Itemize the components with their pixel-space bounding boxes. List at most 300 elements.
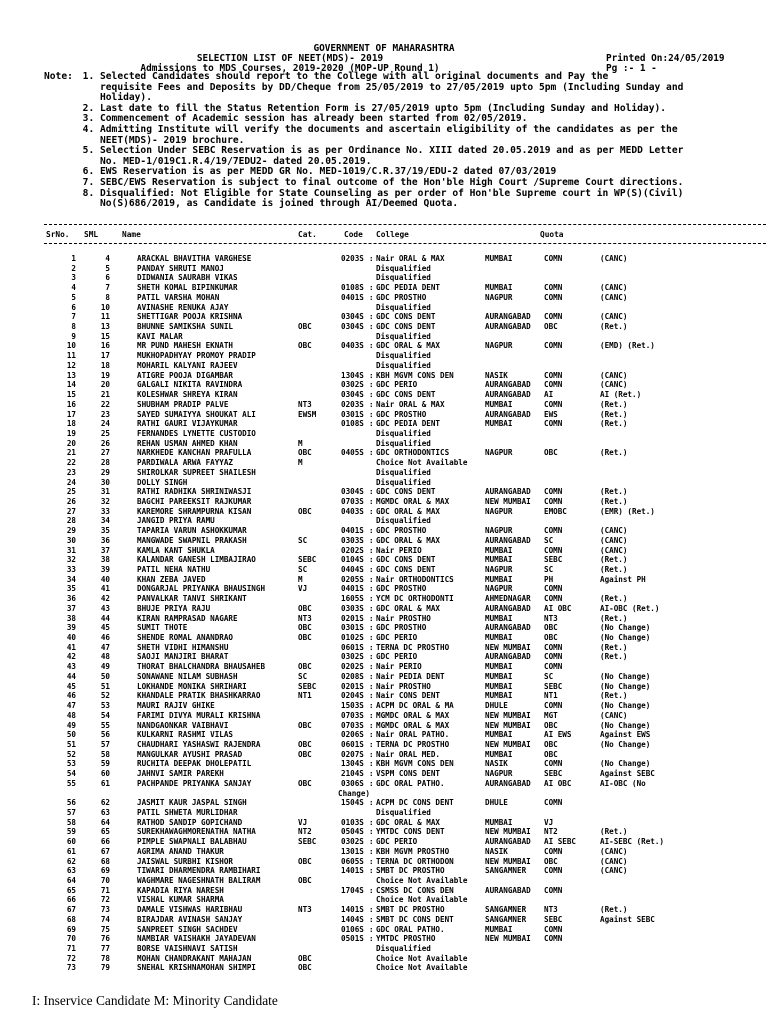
cell-code: 1401S — [341, 866, 364, 876]
cell-srno: 6 — [71, 302, 76, 312]
cell-remark: (No Change) — [600, 623, 651, 633]
cell-college: ACPM DC ORAL & MA — [376, 701, 454, 711]
code-separator: : — [369, 720, 374, 730]
cell-srno: 31 — [66, 545, 76, 555]
cell-srno: 42 — [66, 652, 76, 662]
cell-srno: 55 — [66, 778, 76, 788]
cell-quota: AI OBC — [544, 603, 572, 613]
cell-city: NAGPUR — [485, 506, 513, 516]
note-line: NEET(MDS)- 2019 brochure. — [100, 134, 245, 146]
cell-city: NASIK — [485, 846, 508, 856]
cell-quota: OBC — [544, 856, 558, 866]
cell-srno: 46 — [66, 691, 76, 701]
cell-college: YMTDC PROSTHO — [376, 934, 436, 944]
cell-city: NEW MUMBAI — [485, 720, 531, 730]
cell-remark: Against SEBC — [600, 914, 655, 924]
cell-name: MANGWADE SWAPNIL PRAKASH — [137, 535, 247, 545]
cell-srno: 69 — [66, 924, 76, 934]
table-row — [0, 283, 768, 293]
cell-remark: (CANC) — [600, 545, 628, 555]
table-row — [0, 652, 768, 662]
cell-status: Disqualified — [376, 351, 431, 361]
cell-college: GDC PROSTHO — [376, 526, 427, 536]
code-separator: : — [369, 662, 374, 672]
cell-code: 0206S — [341, 730, 364, 740]
table-row — [0, 633, 768, 643]
table-row — [0, 857, 768, 867]
table-row — [0, 361, 768, 371]
note-item — [100, 72, 760, 104]
col-name: Name — [122, 230, 141, 239]
table-row — [0, 332, 768, 342]
cell-sml: 56 — [100, 730, 110, 740]
cell-srno: 7 — [71, 312, 76, 322]
note-line: Holiday). — [100, 92, 152, 104]
cell-category: OBC — [298, 623, 312, 633]
cell-college: TERNA DC PROSTHO — [376, 642, 450, 652]
cell-name: WAGHMARE NAGESHNATH BALIRAM — [137, 876, 261, 885]
code-separator: : — [369, 671, 374, 681]
cell-city: MUMBAI — [485, 633, 513, 643]
table-row — [0, 769, 768, 779]
footer-legend: I: Inservice Candidate M: Minority Candidate — [32, 993, 278, 1008]
code-separator: : — [369, 817, 374, 827]
cell-sml: 31 — [100, 487, 110, 497]
cell-status: Disqualified — [376, 428, 431, 438]
cell-college: Nair ORAL & MAX — [376, 399, 445, 409]
cell-name: KOLESHWAR SHREYA KIRAN — [137, 390, 238, 400]
cell-quota: COMN — [544, 924, 563, 934]
cell-name: SHENDE ROMAL ANANDRAO — [137, 633, 234, 643]
code-separator: : — [369, 574, 374, 584]
cell-city: AURANGABAD — [485, 778, 531, 788]
cell-srno: 62 — [66, 856, 76, 866]
table-row — [0, 808, 768, 818]
cell-srno: 18 — [66, 419, 76, 429]
table-row — [0, 380, 768, 390]
cell-name: RATHI RADHIKA SHRINIWASJI — [137, 487, 252, 497]
table-row — [0, 954, 768, 964]
cell-remark: (CANC) — [600, 254, 628, 263]
cell-city: NEW MUMBAI — [485, 934, 531, 944]
code-separator: : — [369, 390, 374, 400]
code-separator: : — [369, 565, 374, 574]
cell-category: OBC — [298, 633, 312, 643]
candidate-list — [0, 254, 768, 973]
table-row — [0, 866, 768, 876]
cell-city: NEW MUMBAI — [485, 496, 531, 506]
table-row — [0, 254, 768, 264]
table-row — [0, 273, 768, 283]
cell-name: PIMPLE SWAPNALI BALABHAU — [137, 837, 247, 847]
cell-code: 0108S — [341, 283, 364, 293]
note-item — [100, 189, 760, 210]
notes-section — [44, 72, 760, 210]
cell-name: NAMBIAR VAISHAKH JAYADEVAN — [137, 934, 256, 944]
cell-sml: 51 — [100, 681, 110, 691]
note-line: 1. Selected Candidates should report to the College with all original documents and Pay the — [100, 71, 609, 82]
cell-college: VSPM CONS DENT — [376, 769, 441, 779]
table-row — [0, 448, 768, 458]
cell-city: AURANGABAD — [485, 623, 531, 633]
cell-sml: 61 — [100, 778, 110, 788]
cell-city: AURANGABAD — [485, 837, 531, 847]
cell-city: NASIK — [485, 759, 508, 769]
cell-remark: AI-OBC (Ret.) — [600, 603, 660, 613]
cell-college: CSMSS DC CONS DEN — [376, 885, 454, 895]
cell-remark: (Ret.) — [600, 642, 628, 652]
cell-sml: 39 — [100, 565, 110, 574]
code-separator: : — [369, 769, 374, 779]
code-separator: : — [369, 545, 374, 555]
cell-remark: (CANC) — [600, 370, 628, 380]
cell-name: MOHARIL KALYANI RAJEEV — [137, 360, 238, 370]
cell-status: Disqualified — [376, 807, 431, 817]
table-row — [0, 691, 768, 701]
table-row — [0, 312, 768, 322]
cell-remark: Against PH — [600, 574, 646, 584]
cell-status: Disqualified — [376, 360, 431, 370]
cell-quota: OBC — [544, 739, 558, 749]
code-separator: : — [369, 749, 374, 759]
cell-city: NAGPUR — [485, 769, 513, 779]
cell-name: GALGALI NIKITA RAVINDRA — [137, 380, 243, 390]
cell-college: Nair ORAL & MAX — [376, 254, 445, 263]
cell-code: 0202S — [341, 545, 364, 555]
cell-city: MUMBAI — [485, 399, 513, 409]
cell-quota: COMN — [544, 584, 563, 594]
cell-status: Disqualified — [376, 438, 431, 448]
code-separator: : — [369, 914, 374, 924]
cell-srno: 53 — [66, 759, 76, 769]
cell-college: GDC PERIO — [376, 633, 418, 643]
cell-name: FARIMI DIVYA MURALI KRISHNA — [137, 710, 261, 720]
cell-college: GDC PERIO — [376, 652, 418, 662]
cell-code: 0605S — [341, 856, 364, 866]
table-row — [0, 818, 768, 828]
cell-remark: AI-SEBC (Ret.) — [600, 837, 665, 847]
cell-city: NEW MUMBAI — [485, 710, 531, 720]
cell-sml: 59 — [100, 759, 110, 769]
cell-city: AURANGABAD — [485, 603, 531, 613]
cell-quota: COMN — [544, 885, 563, 895]
cell-srno: 51 — [66, 739, 76, 749]
cell-name: ATIGRE POOJA DIGAMBAR — [137, 370, 234, 380]
cell-code: 0401S — [341, 292, 364, 302]
cell-code: 1404S — [341, 914, 364, 924]
cell-quota: MGT — [544, 710, 558, 720]
cell-name: AGRIMA ANAND THAKUR — [137, 846, 224, 856]
cell-category: SC — [298, 671, 308, 681]
cell-name: RUCHITA DEEPAK DHOLEPATIL — [137, 759, 252, 769]
cell-remark: (Ret.) — [600, 448, 628, 458]
cell-sml: 47 — [100, 642, 110, 652]
cell-remark: (No Change) — [600, 739, 651, 749]
cell-college: Nair PROSTHO — [376, 613, 431, 623]
cell-status: Disqualified — [376, 273, 431, 283]
cell-remark: (Ret.) — [600, 409, 628, 419]
cell-quota: EWS — [544, 409, 558, 419]
cell-college: TERNA DC ORTHODON — [376, 856, 454, 866]
cell-city: MUMBAI — [485, 662, 513, 672]
cell-name: DAMALE VISHWAS HARIBHAU — [137, 905, 243, 915]
cell-name: REHAN USMAN AHMED KHAN — [137, 438, 238, 448]
cell-sml: 50 — [100, 671, 110, 681]
cell-sml: 16 — [100, 341, 110, 351]
cell-code: 0302S — [341, 380, 364, 390]
cell-quota: SC — [544, 671, 554, 681]
cell-name: PANVALKAR TANVI SHRIKANT — [137, 594, 247, 604]
code-separator: : — [369, 419, 374, 429]
cell-quota: COMN — [544, 254, 563, 263]
cell-sml: 58 — [100, 749, 110, 759]
cell-quota: NT3 — [544, 613, 558, 623]
table-row — [0, 507, 768, 517]
code-separator: : — [369, 506, 374, 516]
cell-remark: (Ret.) — [600, 691, 628, 701]
table-row — [0, 575, 768, 585]
table-row — [0, 847, 768, 857]
cell-college: GDC ORAL & MAX — [376, 603, 441, 613]
cell-name: SAOJI MANJIRI BHARAT — [137, 652, 229, 662]
table-row — [0, 925, 768, 935]
cell-name: RATHOD SANDIP GOPICHAND — [137, 817, 243, 827]
column-header — [0, 230, 768, 241]
cell-srno: 58 — [66, 817, 76, 827]
cell-name: FERNANDES LYNETTE CUSTODIO — [137, 428, 256, 438]
cell-code: 0404S — [341, 565, 364, 574]
cell-code: 0601S — [341, 739, 364, 749]
cell-code: 0303S — [341, 535, 364, 545]
cell-remark: Against SEBC — [600, 769, 655, 779]
cell-name: KAREMORE SHRAMPURNA KISAN — [137, 506, 252, 516]
cell-name: BAGCHI PAREEKSIT RAJKUMAR — [137, 496, 252, 506]
cell-code: 0201S — [341, 613, 364, 623]
cell-remark: (EMR) (Ret.) — [600, 506, 655, 516]
cell-sml: 25 — [100, 428, 110, 438]
cell-srno: 34 — [66, 574, 76, 584]
table-row — [0, 604, 768, 614]
cell-sml: 77 — [100, 944, 110, 954]
cell-code: 2104S — [341, 769, 364, 779]
cell-category: SC — [298, 535, 308, 545]
note-line: 8. Disqualified: Not Eligible for State Counseling as per order of Hon'ble Supreme court in WP(S)(Civil) — [100, 187, 684, 199]
cell-name: MUKHOPADHYAY PROMOY PRADIP — [137, 351, 256, 361]
code-separator: : — [369, 681, 374, 691]
cell-college: Nair PERIO — [376, 545, 422, 555]
cell-sml: 17 — [100, 351, 110, 361]
cell-category: SEBC — [298, 681, 317, 691]
divider-top — [44, 224, 766, 225]
table-row — [0, 827, 768, 837]
table-row — [0, 458, 768, 468]
table-row — [0, 429, 768, 439]
code-separator: : — [369, 487, 374, 497]
cell-city: MUMBAI — [485, 419, 513, 429]
cell-quota: OBC — [544, 633, 558, 643]
cell-srno: 48 — [66, 710, 76, 720]
cell-college: MGMDC ORAL & MAX — [376, 720, 450, 730]
cell-city: AURANGABAD — [485, 487, 531, 497]
cell-college: GDC PEDIA DENT — [376, 283, 441, 293]
cell-quota: SC — [544, 535, 554, 545]
cell-remark: (Ret.) — [600, 905, 628, 915]
cell-college: GDC ORAL & MAX — [376, 341, 441, 351]
cell-city: MUMBAI — [485, 613, 513, 623]
cell-sml: 29 — [100, 467, 110, 477]
cell-code: 0208S — [341, 671, 364, 681]
note-line: 6. EWS Reservation is as per MEDD GR No. MED-1019/C.R.37/19/EDU-2 dated 07/03/2019 — [100, 166, 557, 178]
cell-code: 0601S — [341, 642, 364, 652]
code-separator: : — [369, 652, 374, 662]
cell-quota: COMN — [544, 846, 563, 856]
code-separator: : — [369, 759, 374, 769]
table-row — [0, 779, 768, 798]
cell-name: SANPREET SINGH SACHDEV — [137, 924, 238, 934]
cell-quota: COMN — [544, 545, 563, 555]
code-separator: : — [369, 837, 374, 847]
table-row — [0, 730, 768, 740]
cell-name: MOHAN CHANDRAKANT MAHAJAN — [137, 953, 252, 963]
cell-srno: 41 — [66, 642, 76, 652]
cell-sml: 64 — [100, 817, 110, 827]
cell-srno: 30 — [66, 535, 76, 545]
table-row — [0, 944, 768, 954]
cell-quota: COMN — [544, 399, 563, 409]
cell-college: Nair CONS DENT — [376, 691, 441, 701]
cell-sml: 55 — [100, 720, 110, 730]
cell-srno: 17 — [66, 409, 76, 419]
cell-city: AHMEDNAGAR — [485, 594, 531, 604]
cell-name: KIRAN RAMPRASAD NAGARE — [137, 613, 238, 623]
cell-quota: SC — [544, 565, 554, 574]
cell-code: 1503S — [341, 701, 364, 711]
table-row — [0, 643, 768, 653]
cell-name: JANGID PRIYA RAMU — [137, 516, 215, 526]
cell-remark: (CANC) — [600, 535, 628, 545]
cell-name: KAVI MALAR — [137, 331, 183, 341]
note-line: No(S)686/2019, as Candidate is joined through AI/Deemed Quota. — [100, 198, 459, 210]
cell-quota: COMN — [544, 292, 563, 302]
cell-name: DONGARJAL PRIYANKA BHAUSINGH — [137, 584, 266, 594]
cell-college: GDC ORAL PATHO. — [376, 778, 445, 788]
cell-code: 0302S — [341, 652, 364, 662]
cell-code: 0304S — [341, 487, 364, 497]
note-item — [100, 178, 760, 189]
cell-remark: (Ret.) — [600, 827, 628, 837]
table-row — [0, 400, 768, 410]
cell-quota: OBC — [544, 623, 558, 633]
cell-name: SHUBHAM PRADIP PALVE — [137, 399, 229, 409]
cell-name: KAPADIA RIYA NARESH — [137, 885, 224, 895]
cell-sml: 72 — [100, 895, 110, 905]
cell-remark: (CANC) — [600, 710, 628, 720]
code-separator: : — [369, 254, 374, 263]
cell-srno: 13 — [66, 370, 76, 380]
cell-srno: 73 — [66, 963, 76, 973]
cell-city: MUMBAI — [485, 681, 513, 691]
cell-quota: COMN — [544, 370, 563, 380]
cell-sml: 28 — [100, 458, 110, 468]
cell-srno: 12 — [66, 360, 76, 370]
cell-srno: 24 — [66, 477, 76, 487]
note-line: 7. SEBC/EWS Reservation is subject to final outcome of the Hon'ble High Court /Supreme Court directions. — [100, 176, 684, 188]
cell-sml: 19 — [100, 370, 110, 380]
cell-srno: 23 — [66, 467, 76, 477]
cell-srno: 14 — [66, 380, 76, 390]
cell-college: ACPM DC CONS DENT — [376, 798, 454, 808]
cell-city: MUMBAI — [485, 671, 513, 681]
cell-college: Nair ORAL MED. — [376, 749, 441, 759]
code-separator: : — [369, 934, 374, 944]
cell-name: SONAWANE NILAM SUBHASH — [137, 671, 238, 681]
cell-category: NT3 — [298, 613, 312, 623]
cell-srno: 45 — [66, 681, 76, 691]
cell-remark: (No Change) — [600, 759, 651, 769]
cell-sml: 40 — [100, 574, 110, 584]
cell-quota: COMN — [544, 759, 563, 769]
cell-code: 0303S — [341, 603, 364, 613]
cell-name: BHUJE PRIYA RAJU — [137, 603, 211, 613]
cell-category: OBC — [298, 778, 312, 788]
code-separator: : — [369, 691, 374, 701]
cell-college: GDC CONS DENT — [376, 390, 436, 400]
cell-sml: 74 — [100, 914, 110, 924]
cell-city: MUMBAI — [485, 730, 513, 740]
cell-city: NEW MUMBAI — [485, 642, 531, 652]
code-separator: : — [369, 885, 374, 895]
cell-name: VISHAL KUMAR SHARMA — [137, 895, 224, 905]
cell-code: 0304S — [341, 312, 364, 322]
cell-sml: 79 — [100, 963, 110, 973]
cell-quota: COMN — [544, 312, 563, 322]
cell-srno: 9 — [71, 331, 76, 341]
table-row — [0, 516, 768, 526]
cell-srno: 5 — [71, 292, 76, 302]
cell-sml: 38 — [100, 555, 110, 565]
cell-status: Choice Not Available — [376, 876, 468, 885]
cell-remark: (Ret.) — [600, 419, 628, 429]
note-line: requisite Fees and Deposits by DD/Cheque from 25/05/2019 to 27/05/2019 upto 5pm (Including Sunday and — [100, 81, 684, 93]
cell-quota: COMN — [544, 526, 563, 536]
cell-category: M — [298, 458, 303, 468]
cell-code: 0403S — [341, 341, 364, 351]
cell-city: MUMBAI — [485, 817, 513, 827]
cell-code: 1301S — [341, 846, 364, 856]
cell-quota: OBC — [544, 448, 558, 458]
cell-srno: 21 — [66, 448, 76, 458]
cell-college: GDC ORAL & MAX — [376, 506, 441, 516]
cell-sml: 42 — [100, 594, 110, 604]
cell-name: PATIL VARSHA MOHAN — [137, 292, 220, 302]
cell-code: 0202S — [341, 662, 364, 672]
cell-sml: 35 — [100, 526, 110, 536]
cell-college: SMBT DC PROSTHO — [376, 866, 445, 876]
table-row — [0, 623, 768, 633]
cell-college: GDC ORTHODONTICS — [376, 448, 450, 458]
cell-college: GDC PROSTHO — [376, 584, 427, 594]
cell-name: SUMIT THOTE — [137, 623, 188, 633]
cell-code: 1704S — [341, 885, 364, 895]
cell-college: GDC ORAL & MAX — [376, 535, 441, 545]
cell-srno: 33 — [66, 565, 76, 574]
table-row — [0, 468, 768, 478]
table-row — [0, 798, 768, 808]
cell-remark: (CANC) — [600, 856, 628, 866]
cell-quota: COMN — [544, 496, 563, 506]
cell-name: ARACKAL BHAVITHA VARGHESE — [137, 254, 252, 263]
table-row — [0, 701, 768, 711]
